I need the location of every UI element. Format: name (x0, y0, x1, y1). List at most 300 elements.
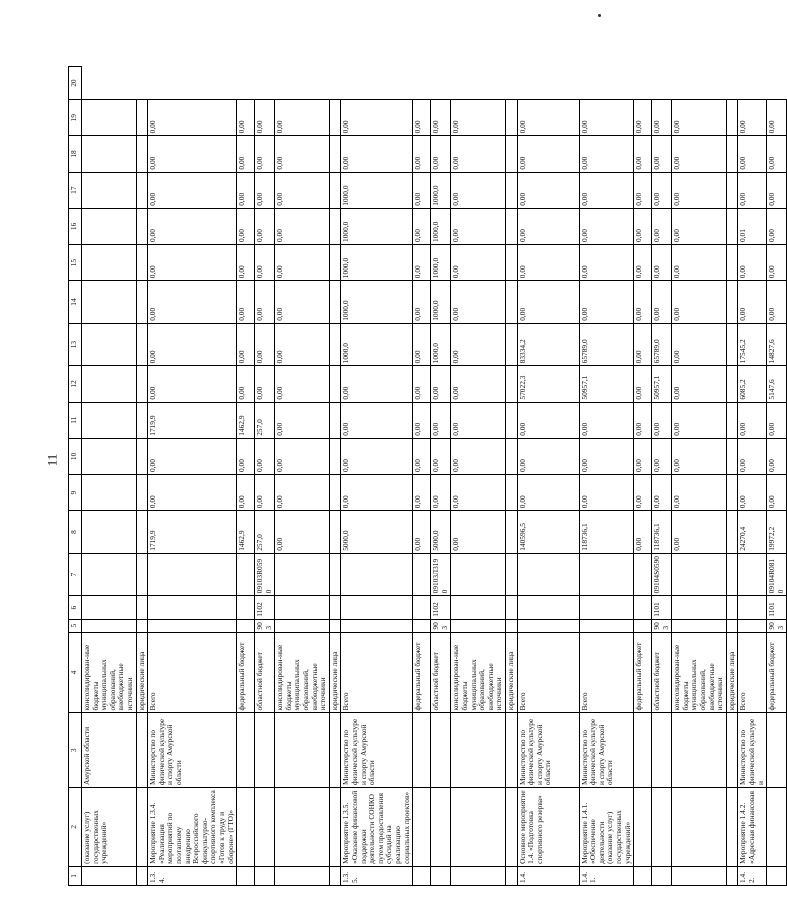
table-cell: 1000,0 (341, 172, 413, 208)
table-cell (275, 619, 330, 632)
table-cell: 0,00 (652, 281, 672, 324)
header-cell: 9 (69, 474, 82, 510)
table-cell: 0,00 (634, 281, 652, 324)
table-cell: 0,00 (517, 172, 579, 208)
table-cell: Всего (517, 632, 579, 713)
header-cell: 8 (69, 511, 82, 554)
table-cell (738, 619, 767, 632)
table-cell (726, 281, 738, 324)
table-cell: 0,00 (517, 136, 579, 172)
table-cell (329, 323, 341, 366)
table-cell: 0,00 (672, 511, 727, 554)
table-cell: 0,00 (275, 208, 330, 244)
table-cell: 257,0 (255, 511, 275, 554)
table-cell: 0,00 (517, 100, 579, 136)
table-cell (413, 553, 431, 596)
table-cell (726, 100, 738, 136)
table-row (517, 67, 579, 886)
header-cell: 7 (69, 553, 82, 596)
table-cell: 0,00 (341, 100, 413, 136)
table-cell: 1101 (767, 596, 787, 619)
table-cell (329, 244, 341, 280)
table-cell: 0,00 (275, 172, 330, 208)
table-cell (82, 366, 137, 402)
table-cell (329, 553, 341, 596)
table-cell: 0,00 (275, 136, 330, 172)
table-cell: 1462,9 (237, 402, 255, 438)
table-cell: 0,00 (672, 244, 727, 280)
table-cell: 0,00 (237, 244, 255, 280)
table-row (726, 67, 738, 886)
table-cell: 0,00 (579, 474, 634, 510)
table-cell: 0,00 (738, 281, 767, 324)
table-cell (726, 172, 738, 208)
table-cell (579, 596, 634, 619)
table-cell: 0,00 (451, 402, 506, 438)
table-cell: 0,00 (517, 474, 579, 510)
table-cell (634, 866, 652, 885)
table-cell: 0,00 (237, 208, 255, 244)
header-cell: 2 (69, 788, 82, 867)
table-cell: 0,00 (148, 366, 237, 402)
header-cell: 14 (69, 281, 82, 324)
table-cell (82, 172, 137, 208)
table-cell (767, 866, 787, 885)
table-cell (726, 596, 738, 619)
table-cell (329, 619, 341, 632)
table-cell (413, 619, 431, 632)
table-cell (634, 788, 652, 867)
table-cell: 0,00 (634, 323, 652, 366)
table-cell: 0,00 (275, 438, 330, 474)
table-cell: 09104S0590 (652, 553, 672, 596)
table-cell (136, 553, 148, 596)
header-cell: 17 (69, 172, 82, 208)
table-cell: 0,00 (275, 366, 330, 402)
table-cell: 0,00 (672, 474, 727, 510)
table-cell (505, 402, 517, 438)
table-cell (505, 244, 517, 280)
table-cell (136, 136, 148, 172)
table-cell (413, 788, 431, 867)
table-cell: областной бюджет (431, 632, 451, 713)
table-cell (237, 788, 255, 867)
table-cell (505, 619, 517, 632)
table-cell: 1000,0 (431, 208, 451, 244)
table-cell: 50957,1 (652, 366, 672, 402)
table-cell: Мероприятие 1.3.5. «Оказание финансовой поддержки деятельности СОНКО путем предоставления субсидий на реализацию социальных проектов» (341, 788, 413, 867)
table-cell: областной бюджет (255, 632, 275, 713)
table-cell: 0,00 (148, 323, 237, 366)
table-cell: консолидирован-ные бюджеты муниципальных образований, внебюджетные источники (82, 632, 137, 713)
table-cell (634, 713, 652, 788)
table-cell: Всего (148, 632, 237, 713)
table-cell (275, 596, 330, 619)
table-cell (148, 596, 237, 619)
table-cell: 19972,2 (767, 511, 787, 554)
table-cell: 0,00 (255, 244, 275, 280)
header-cell: 15 (69, 244, 82, 280)
table-cell (237, 866, 255, 885)
header-cell: 12 (69, 366, 82, 402)
table-cell (237, 596, 255, 619)
table-cell: (оказание услуг) государственных учреждений» (82, 788, 137, 867)
table-cell: 0,00 (579, 402, 634, 438)
table-cell: 0,00 (738, 402, 767, 438)
table-cell (505, 553, 517, 596)
table-cell: 0,00 (255, 136, 275, 172)
table-cell: Всего (579, 632, 634, 713)
table-row (148, 67, 237, 886)
table-cell (329, 281, 341, 324)
table-cell: 0,00 (738, 172, 767, 208)
table-cell (505, 866, 517, 885)
table-cell: 0,00 (275, 244, 330, 280)
table-cell (767, 713, 787, 788)
table-cell (517, 553, 579, 596)
table-cell: 0,00 (634, 208, 652, 244)
table-cell: 0,00 (341, 402, 413, 438)
table-cell (82, 136, 137, 172)
table-cell: 903 (767, 619, 787, 632)
table-cell (726, 474, 738, 510)
table-cell (136, 100, 148, 136)
table-cell (451, 553, 506, 596)
table-cell (579, 553, 634, 596)
table-cell (726, 788, 738, 867)
table-cell: консолидирован-ные бюджеты муниципальных образований, внебюджетные источники (672, 632, 727, 713)
table-cell: 0,00 (672, 402, 727, 438)
table-cell: 0,00 (672, 172, 727, 208)
table-cell: 5000,0 (431, 511, 451, 554)
table-cell: 0,00 (451, 172, 506, 208)
table-cell (329, 474, 341, 510)
table-cell: 1000,0 (341, 208, 413, 244)
table-cell: Мероприятие 1.4.1. «Обеспечение деятельности (оказание услуг) государственных учреждений» (579, 788, 634, 867)
table-cell: 0,00 (451, 100, 506, 136)
header-cell: 10 (69, 438, 82, 474)
table-cell: 0,00 (634, 136, 652, 172)
table-cell: 0,00 (767, 208, 787, 244)
table-cell (517, 596, 579, 619)
table-cell (136, 619, 148, 632)
table-cell: 1.4. (517, 866, 579, 885)
table-cell (329, 402, 341, 438)
table-cell: 0,00 (672, 136, 727, 172)
table-cell: 0,00 (431, 136, 451, 172)
table-cell: 0,00 (767, 281, 787, 324)
table-cell (136, 366, 148, 402)
table-cell: 0,00 (237, 474, 255, 510)
table-cell (82, 511, 137, 554)
table-cell: 0,00 (672, 323, 727, 366)
table-cell: 0,00 (767, 402, 787, 438)
table-cell: 0,00 (652, 244, 672, 280)
table-cell (136, 866, 148, 885)
table-cell (329, 172, 341, 208)
table-cell: 1000,0 (431, 323, 451, 366)
table-cell: 0,00 (255, 281, 275, 324)
table-cell: 0,00 (767, 438, 787, 474)
table-cell (726, 244, 738, 280)
table-cell: Министерство по физической культуре и спорту Амурской области (517, 713, 579, 788)
table-cell: 0,00 (579, 172, 634, 208)
table-cell (505, 281, 517, 324)
table-cell (505, 172, 517, 208)
table-row (329, 67, 341, 886)
table-cell: 0,00 (652, 474, 672, 510)
table-cell (255, 866, 275, 885)
table-cell (136, 474, 148, 510)
table-cell (341, 619, 413, 632)
table-cell (341, 553, 413, 596)
table-cell: 1.3.5. (341, 866, 413, 885)
table-row (136, 67, 148, 886)
table-cell: 0,00 (413, 172, 431, 208)
table-cell: 83334,2 (517, 323, 579, 366)
table-cell (341, 596, 413, 619)
table-cell (237, 553, 255, 596)
table-cell (505, 323, 517, 366)
table-cell: Мероприятие 1.3.4. «Реализация мероприятий по поэтапному внедрению Всероссийского физкультурно-спортивного комплекса «Готов к труду и обороне» (ГТО)» (148, 788, 237, 867)
table-cell: 0,00 (652, 172, 672, 208)
table-cell: 0,00 (341, 366, 413, 402)
table-cell: 0,00 (413, 244, 431, 280)
table-cell: 0,01 (738, 208, 767, 244)
table-cell (726, 136, 738, 172)
table-cell: 14827,6 (767, 323, 787, 366)
table-cell (505, 713, 517, 788)
table-cell: Всего (738, 632, 767, 713)
table-row (652, 67, 672, 886)
table-cell: Министерство по физической культуре и (738, 713, 767, 788)
table-cell (726, 511, 738, 554)
table-cell (237, 713, 255, 788)
table-cell: 0,00 (451, 366, 506, 402)
table-cell: 0,00 (255, 474, 275, 510)
table-cell (148, 619, 237, 632)
table-cell (82, 474, 137, 510)
header-cell: 6 (69, 596, 82, 619)
table-row (634, 67, 652, 886)
table-cell: 0,00 (517, 208, 579, 244)
table-cell: 0,00 (767, 136, 787, 172)
table-cell: 17545,2 (738, 323, 767, 366)
table-cell: 0,00 (579, 244, 634, 280)
table-cell (451, 866, 506, 885)
table-cell (82, 553, 137, 596)
table-cell: 09103Л3190 (431, 553, 451, 596)
table-cell: 0,00 (738, 438, 767, 474)
table-cell: 57022,3 (517, 366, 579, 402)
table-cell (329, 136, 341, 172)
table-cell: 0,00 (652, 438, 672, 474)
table-cell (275, 866, 330, 885)
table-cell: 0,00 (255, 172, 275, 208)
table-cell: 118736,1 (652, 511, 672, 554)
table-cell (136, 713, 148, 788)
table-cell: 0,00 (255, 208, 275, 244)
table-cell: 903 (652, 619, 672, 632)
table-cell: 0,00 (148, 172, 237, 208)
table-cell (82, 208, 137, 244)
table-cell (505, 596, 517, 619)
table-cell: 1719,9 (148, 511, 237, 554)
table-cell: 0,00 (451, 323, 506, 366)
table-cell: 0,00 (413, 281, 431, 324)
table-cell: 6085,2 (738, 366, 767, 402)
table-cell: 0,00 (275, 323, 330, 366)
scan-speck (598, 14, 601, 17)
table-cell (505, 474, 517, 510)
table-cell: Амурской области (82, 713, 137, 788)
table-cell: 1000,0 (341, 323, 413, 366)
table-cell: 0,00 (237, 323, 255, 366)
table-cell: 1102 (431, 596, 451, 619)
table-cell (431, 713, 451, 788)
table-cell (672, 596, 727, 619)
table-cell: юридические лица (726, 632, 738, 713)
table-cell (329, 866, 341, 885)
table-cell (82, 100, 137, 136)
table-cell: 65789,0 (652, 323, 672, 366)
table-cell: 0,00 (255, 366, 275, 402)
table-cell (82, 402, 137, 438)
table-cell (672, 713, 727, 788)
table-cell (136, 281, 148, 324)
table-cell: 24270,4 (738, 511, 767, 554)
table-cell (652, 788, 672, 867)
table-cell (738, 596, 767, 619)
table-cell: 0,00 (634, 402, 652, 438)
table-cell: 0,00 (275, 281, 330, 324)
table-cell: Министерство по физической культуре и спорту Амурской области (341, 713, 413, 788)
table-cell (329, 713, 341, 788)
table-cell: 0,00 (431, 474, 451, 510)
table-cell (726, 366, 738, 402)
table-cell (451, 788, 506, 867)
table-cell: 0,00 (738, 136, 767, 172)
table-cell: 0,00 (237, 438, 255, 474)
table-cell: 0,00 (672, 208, 727, 244)
table-cell: 0,00 (652, 100, 672, 136)
table-cell: 0,00 (672, 438, 727, 474)
table-cell: 0,00 (634, 474, 652, 510)
table-cell: 0,00 (237, 366, 255, 402)
table-cell (329, 596, 341, 619)
table-cell: 0,00 (413, 208, 431, 244)
header-cell: 18 (69, 136, 82, 172)
table-cell (136, 208, 148, 244)
table-cell: областной бюджет (652, 632, 672, 713)
table-cell (275, 788, 330, 867)
table-cell (413, 596, 431, 619)
header-cell: 20 (69, 67, 82, 100)
table-cell: 0,00 (413, 136, 431, 172)
table-cell (329, 208, 341, 244)
table-row (82, 67, 137, 886)
table-cell: 1101 (652, 596, 672, 619)
table-cell: 0,00 (634, 366, 652, 402)
table-cell (726, 438, 738, 474)
table-cell: 0,00 (451, 208, 506, 244)
table-row (237, 67, 255, 886)
table-cell (275, 713, 330, 788)
table-cell (451, 713, 506, 788)
table-cell (652, 866, 672, 885)
table-cell: 0,00 (413, 366, 431, 402)
table-cell: 0,00 (451, 474, 506, 510)
table-cell (672, 553, 727, 596)
table-row (431, 67, 451, 886)
table-cell: 903 (431, 619, 451, 632)
table-cell: федеральный бюджет (237, 632, 255, 713)
table-cell (634, 553, 652, 596)
table-row (341, 67, 413, 886)
table-cell (82, 281, 137, 324)
table-cell (136, 596, 148, 619)
table-cell (579, 619, 634, 632)
table-cell: Основное мероприятие 1.4. «Подготовка спортивного резерва» (517, 788, 579, 867)
table-cell (255, 713, 275, 788)
table-cell (82, 244, 137, 280)
table-cell: 0,00 (517, 244, 579, 280)
table-cell (505, 208, 517, 244)
table-cell (136, 788, 148, 867)
table-cell: 1.4.1. (579, 866, 634, 885)
table-cell: 1.3.4. (148, 866, 237, 885)
table-cell: 1000,0 (431, 172, 451, 208)
table-cell: 50957,1 (579, 366, 634, 402)
table-cell: 257,0 (255, 402, 275, 438)
table-cell: 0,00 (275, 100, 330, 136)
table-cell: 0,00 (579, 136, 634, 172)
table-cell: 0,00 (652, 136, 672, 172)
table-cell: 09104R0810 (767, 553, 787, 596)
table-cell: 0,00 (275, 474, 330, 510)
table-cell: консолидирован-ные бюджеты муниципальных образований, внебюджетные источники (451, 632, 506, 713)
table-cell (329, 511, 341, 554)
table-row (505, 67, 517, 886)
table-cell (82, 866, 137, 885)
table-cell: 5000,0 (341, 511, 413, 554)
table-cell: 0,00 (413, 100, 431, 136)
table-cell: 0,00 (634, 172, 652, 208)
table-cell: федеральный бюджет (767, 632, 787, 713)
table-cell: 1000,0 (431, 244, 451, 280)
table-cell: 0,00 (579, 208, 634, 244)
table-cell: 0,00 (634, 438, 652, 474)
table-cell (136, 323, 148, 366)
table-cell: 140596,5 (517, 511, 579, 554)
table-cell: 0,00 (579, 438, 634, 474)
table-cell: 1000,0 (431, 281, 451, 324)
table-cell (672, 788, 727, 867)
table-cell (136, 402, 148, 438)
table-cell: 0,00 (237, 100, 255, 136)
table-cell (738, 553, 767, 596)
table-cell: 118736,1 (579, 511, 634, 554)
table-cell: 0,00 (413, 323, 431, 366)
table-cell: 0,00 (148, 100, 237, 136)
header-cell: 13 (69, 323, 82, 366)
table-cell: Мероприятие 1.4.2. «Адресная финансовая (738, 788, 767, 867)
table-cell: 0,00 (413, 438, 431, 474)
table-cell (431, 788, 451, 867)
table-cell (652, 713, 672, 788)
table-cell: 1719,9 (148, 402, 237, 438)
table-cell (136, 244, 148, 280)
